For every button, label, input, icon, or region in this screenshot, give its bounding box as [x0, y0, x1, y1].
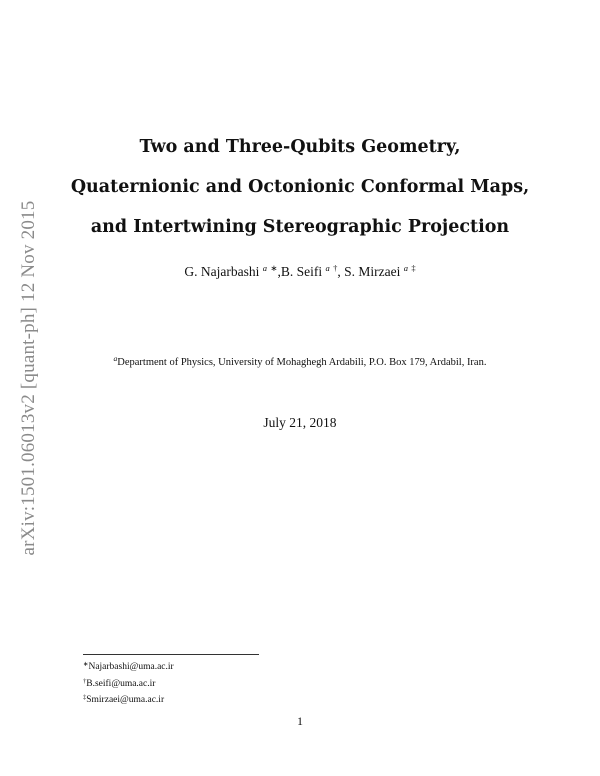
paper-title [0, 127, 600, 247]
author-name: G. Najarbashi [184, 264, 260, 279]
paper-date: July 21, 2018 [263, 415, 337, 430]
footnote-email[interactable]: B.seifi@uma.ac.ir [86, 678, 156, 689]
author-separator: , [337, 264, 345, 279]
author-separator: , [277, 264, 281, 279]
footnote-divider [83, 654, 259, 655]
author-list [0, 263, 600, 280]
author-name: S. Mirzaei [344, 264, 401, 279]
author-name: B. Seifi [280, 264, 323, 279]
footnote-item [83, 675, 174, 692]
title-line-3: and Intertwining Stereographic Projection [90, 217, 510, 237]
footnote-mark: ∗ [83, 661, 89, 668]
footnote-mark: † [83, 677, 87, 685]
footnote-email[interactable]: Smirzaei@uma.ac.ir [86, 695, 165, 705]
title-line-2: Quaternionic and Octonionic Conformal Maps, [70, 177, 530, 197]
affiliation [0, 354, 600, 368]
affiliation-text: Department of Physics, University of Mohaghegh Ardabili, P.O. Box 179, Ardabil, Iran. [117, 357, 487, 368]
author-affiliation-mark: a [262, 263, 267, 273]
footnotes [83, 658, 174, 708]
footnote-item [83, 691, 174, 708]
footnote-mark: ‡ [83, 694, 87, 701]
author-footnote-mark: † [333, 263, 338, 273]
footnote-email[interactable]: Najarbashi@uma.ac.ir [88, 662, 174, 672]
author-footnote-mark: ‡ [411, 263, 416, 273]
title-line-1: Two and Three-Qubits Geometry, [139, 137, 461, 157]
footnote-item [83, 658, 174, 675]
arxiv-identifier-stamp: arXiv:1501.06013v2 [quant-ph] 12 Nov 2015 [18, 200, 39, 556]
page-number: 1 [297, 714, 303, 728]
author-affiliation-mark: a [403, 263, 408, 273]
affiliation-mark: a [113, 354, 118, 363]
author-footnote-mark: ∗ [270, 263, 278, 273]
author-affiliation-mark: a [325, 263, 330, 273]
